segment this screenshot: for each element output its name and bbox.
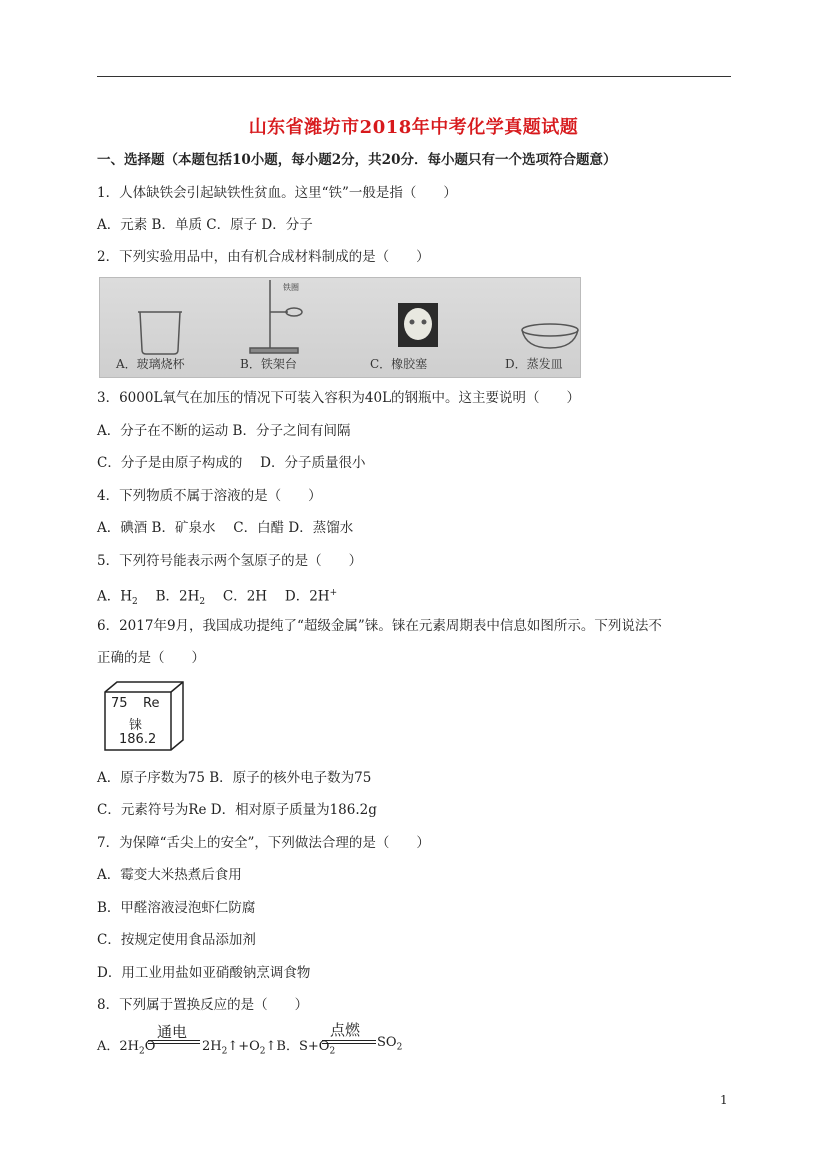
q2-lab-equipment-image	[99, 277, 581, 378]
q7-option-d: D．用工业用盐如亚硝酸钠烹调食物	[97, 965, 311, 981]
image-label-c: C．橡胶塞	[370, 357, 428, 371]
q6-options-2: C．元素符号为Re D．相对原子质量为186.2g	[97, 802, 377, 818]
image-label-a: A．玻璃烧杯	[116, 357, 185, 371]
image-label-d: D．蒸发皿	[505, 357, 563, 371]
evaporating-dish-icon	[522, 324, 578, 348]
q3-options-1: A．分子在不断的运动 B．分子之间有间隔	[97, 423, 351, 439]
element-mass: 186.2	[119, 732, 157, 747]
q6-stem-2: 正确的是（ ）	[97, 650, 205, 666]
element-number: 75	[111, 696, 128, 711]
q3-options-2: C．分子是由原子构成的 D．分子质量很小	[97, 455, 366, 471]
element-name: 铼	[129, 718, 143, 733]
beaker-icon	[138, 312, 182, 354]
q1-options: A．元素 B．单质 C．原子 D．分子	[97, 217, 313, 233]
image-label-b: B．铁架台	[240, 357, 297, 371]
q7-option-a: A．霉变大米热煮后食用	[97, 867, 242, 883]
q4-stem: 4．下列物质不属于溶液的是（ ）	[97, 488, 322, 504]
q8-stem: 8．下列属于置换反应的是（ ）	[97, 997, 309, 1013]
q6-stem-1: 6．2017年9月，我国成功提纯了“超级金属”铼。铼在元素周期表中信息如图所示。下列说法不	[97, 618, 662, 634]
element-symbol: Re	[143, 696, 160, 711]
equation-bar-2b	[322, 1043, 376, 1044]
equation-bar-1b	[148, 1043, 200, 1044]
q7-option-b: B．甲醛溶液浸泡虾仁防腐	[97, 900, 256, 916]
equation-bar-2	[322, 1040, 376, 1041]
q3-stem: 3．6000L氧气在加压的情况下可装入容积为40L的钢瓶中。这主要说明（ ）	[97, 390, 581, 406]
q5-stem: 5．下列符号能表示两个氢原子的是（ ）	[97, 553, 363, 569]
q6-options-1: A．原子序数为75 B．原子的核外电子数为75	[97, 770, 372, 786]
condition-ignition: 点燃	[330, 1021, 361, 1039]
rubber-stopper-icon	[398, 303, 438, 347]
q4-options: A．碘酒 B．矿泉水 C．白醋 D．蒸馏水	[97, 520, 354, 536]
q2-stem: 2．下列实验用品中，由有机合成材料制成的是（ ）	[97, 249, 430, 265]
condition-electrolysis: 通电	[157, 1023, 188, 1041]
image-label-iron-ring: 铁圈	[283, 283, 299, 292]
header-rule	[97, 76, 731, 77]
element-card-rhenium	[103, 680, 185, 752]
q5-options: A．$H_2$ B．$2H_2$ C．2H D．2H+	[97, 588, 338, 608]
equation-bar-1	[148, 1040, 200, 1041]
q1-stem: 1．人体缺铁会引起缺铁性贫血。这里“铁”一般是指（ ）	[97, 185, 457, 201]
q7-stem: 7．为保障“舌尖上的安全”，下列做法合理的是（ ）	[97, 835, 430, 851]
q7-option-c: C．按规定使用食品添加剂	[97, 932, 256, 948]
page-number: 1	[720, 1093, 728, 1107]
page-title: 山东省潍坊市2018年中考化学真题试题	[248, 117, 579, 138]
section-heading: 一、选择题（本题包括10小题，每小题2分，共20分．每小题只有一个选项符合题意）	[97, 152, 617, 168]
